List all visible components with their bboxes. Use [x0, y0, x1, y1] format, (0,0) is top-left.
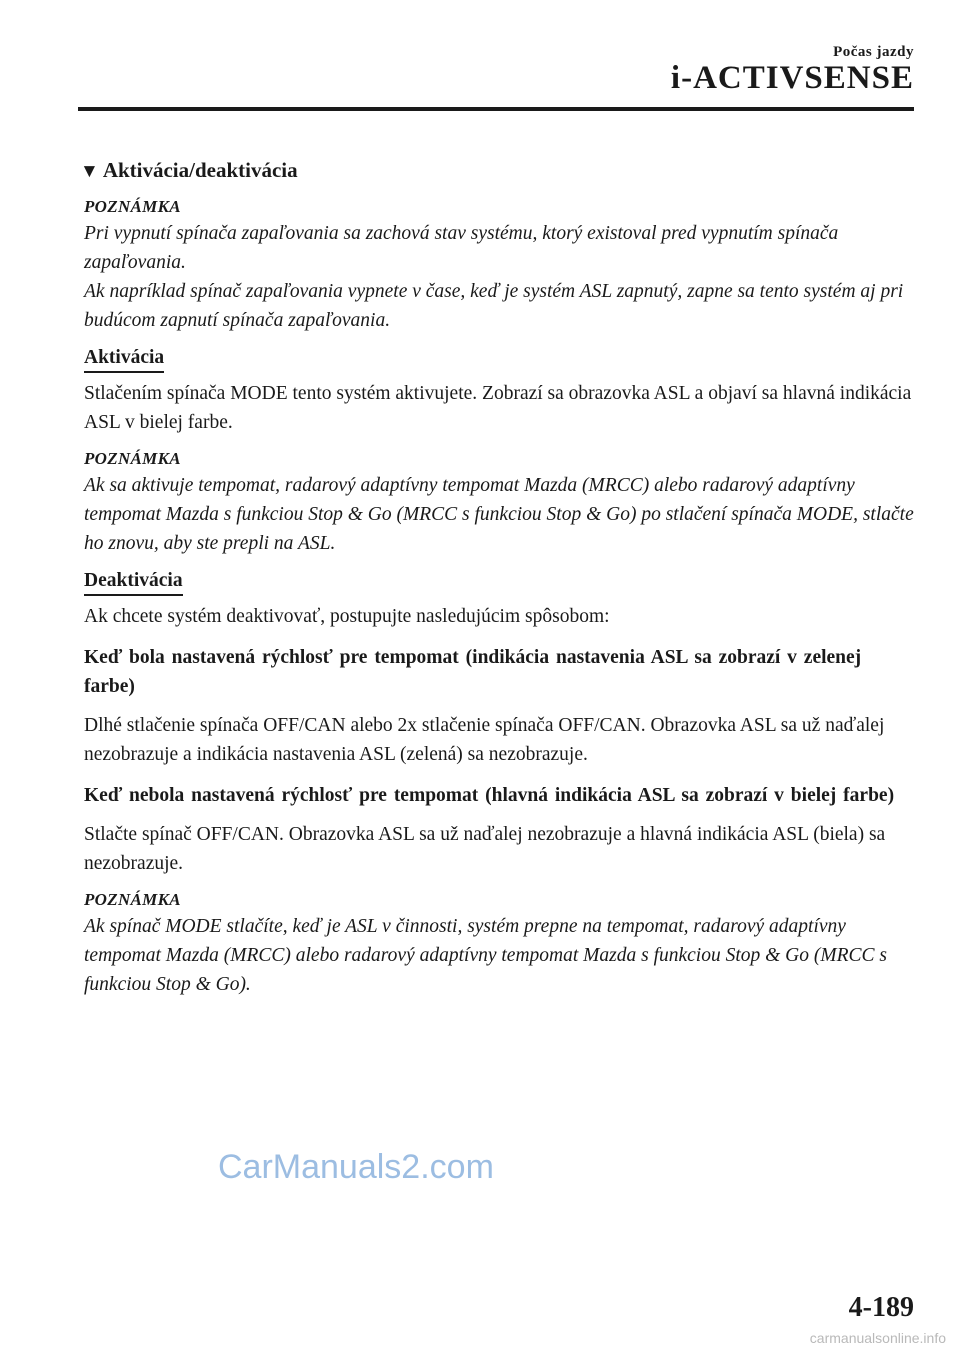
section-heading-text: Aktivácia/deaktivácia — [102, 158, 298, 182]
header-title: i-ACTIVSENSE — [670, 60, 914, 96]
header-rule — [78, 107, 914, 111]
page-content — [80, 158, 914, 1011]
note-title: POZNÁMKA — [84, 449, 181, 468]
case1-text: Dlhé stlačenie spínača OFF/CAN alebo 2x stlačenie spínača OFF/CAN. Obrazovka ASL sa už naďalej nezobrazuje a indikácia nastavenia ASL (zelená) sa nezobrazuje. — [84, 715, 885, 765]
case1-heading: Keď bola nastavená rýchlosť pre tempomat (indikácia nastavenia ASL sa zobrazí v zelenej farbe) — [84, 647, 862, 697]
note-title: POZNÁMKA — [84, 890, 181, 909]
case2-text: Stlačte spínač OFF/CAN. Obrazovka ASL sa už naďalej nezobrazuje a hlavná indikácia ASL (biela) sa nezobrazuje. — [84, 824, 886, 874]
header-chapter: Počas jazdy — [833, 44, 914, 60]
note-text: Pri vypnutí spínača zapaľovania sa zachová stav systému, ktorý existoval pred vypnutím spínača zapaľovania. — [84, 223, 839, 273]
note-text: Ak sa aktivuje tempomat, radarový adaptívny tempomat Mazda (MRCC) alebo radarový adaptívny tempomat Mazda s funkciou Stop & Go (MRCC s funkciou Stop & Go) po stlačení spínača MODE, stlačte ho znovu, aby ste prepli na ASL. — [84, 475, 914, 554]
note-text: Ak napríklad spínač zapaľovania vypnete v čase, keď je systém ASL zapnutý, zapne sa tento systém aj pri budúcom zapnutí spínača zapaľovania. — [84, 281, 904, 331]
subheading-deactivation: Deaktivácia — [84, 570, 183, 596]
deactivation-intro: Ak chcete systém deaktivovať, postupujte nasledujúcim spôsobom: — [84, 606, 610, 627]
section-heading — [80, 158, 914, 183]
page-number: 4-189 — [848, 1292, 914, 1323]
triangle-down-icon: ▼ — [80, 161, 99, 182]
footer-watermark: carmanualsonline.info — [809, 1330, 946, 1346]
note-title: POZNÁMKA — [84, 197, 181, 216]
watermark: CarManuals2.com — [218, 1148, 494, 1186]
note-text: Ak spínač MODE stlačíte, keď je ASL v činnosti, systém prepne na tempomat, radarový adaptívny tempomat Mazda (MRCC) alebo radarový adaptívny tempomat Mazda s funkciou Stop & Go (MRCC s funkciou Stop & Go). — [84, 916, 888, 995]
case2-heading: Keď nebola nastavená rýchlosť pre tempomat (hlavná indikácia ASL sa zobrazí v bielej farbe) — [84, 785, 895, 806]
activation-text: Stlačením spínača MODE tento systém aktivujete. Zobrazí sa obrazovka ASL a objaví sa hlavná indikácia ASL v bielej farbe. — [84, 383, 912, 433]
subheading-activation: Aktivácia — [84, 347, 164, 373]
